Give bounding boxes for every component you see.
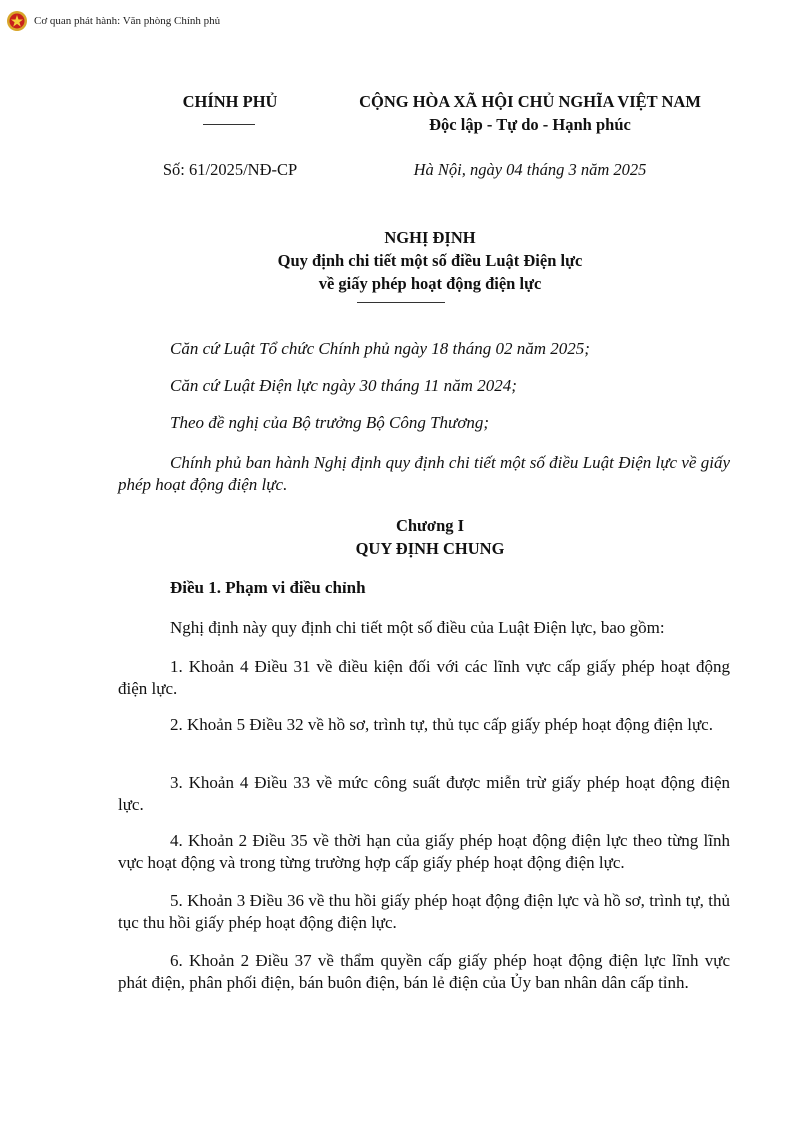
issuer-text: Cơ quan phát hành: Văn phòng Chính phủ: [34, 15, 221, 27]
document-title-line2: về giấy phép hoạt động điện lực: [318, 274, 542, 293]
document-type: NGHỊ ĐỊNH: [384, 228, 476, 247]
preamble-enactment: Chính phủ ban hành Nghị định quy định chi tiết một số điều Luật Điện lực về giấy phép hoạt động điện lực.: [118, 453, 730, 494]
preamble-line: Căn cứ Luật Tổ chức Chính phủ ngày 18 tháng 02 năm 2025;: [170, 339, 590, 358]
national-motto: Độc lập - Tự do - Hạnh phúc: [429, 115, 631, 134]
issuer-bar: [6, 8, 220, 34]
document-title-line1: Quy định chi tiết một số điều Luật Điện lực: [277, 251, 583, 270]
article-item: 2. Khoản 5 Điều 32 về hồ sơ, trình tự, thủ tục cấp giấy phép hoạt động điện lực.: [170, 715, 713, 734]
article-item: 6. Khoản 2 Điều 37 về thẩm quyền cấp giấy phép hoạt động điện lực lĩnh vực phát điện, phân phối điện, bán buôn điện, bán lẻ điện của Ủy ban nhân dân cấp tỉnh.: [118, 951, 730, 992]
article-item: 3. Khoản 4 Điều 33 về mức công suất được miễn trừ giấy phép hoạt động điện lực.: [118, 773, 730, 814]
article-heading: Điều 1. Phạm vi điều chỉnh: [170, 578, 366, 597]
article-item: 1. Khoản 4 Điều 31 về điều kiện đối với các lĩnh vực cấp giấy phép hoạt động điện lực.: [118, 657, 730, 698]
national-emblem-icon: [6, 10, 28, 32]
chapter-title: QUY ĐỊNH CHUNG: [355, 539, 505, 558]
document-number: Số: 61/2025/NĐ-CP: [162, 160, 298, 179]
article-item: 4. Khoản 2 Điều 35 về thời hạn của giấy phép hoạt động điện lực theo từng lĩnh vực hoạt động và trong từng trường hợp cấp giấy phép hoạt động điện lực.: [118, 831, 730, 872]
preamble-line: Căn cứ Luật Điện lực ngày 30 tháng 11 năm 2024;: [170, 376, 517, 395]
place-date: Hà Nội, ngày 04 tháng 3 năm 2025: [413, 160, 647, 179]
country-name: CỘNG HÒA XÃ HỘI CHỦ NGHĨA VIỆT NAM: [359, 92, 701, 111]
agency-name: CHÍNH PHỦ: [182, 92, 278, 111]
article-item: 5. Khoản 3 Điều 36 về thu hồi giấy phép hoạt động điện lực và hồ sơ, trình tự, thủ tục thu hồi giấy phép hoạt động điện lực.: [118, 891, 730, 932]
title-underline: [357, 302, 445, 303]
preamble-line: Theo đề nghị của Bộ trưởng Bộ Công Thương;: [170, 413, 490, 432]
chapter-number: Chương I: [395, 516, 465, 535]
article-intro: Nghị định này quy định chi tiết một số điều của Luật Điện lực, bao gồm:: [170, 618, 665, 637]
agency-underline: [203, 124, 255, 125]
